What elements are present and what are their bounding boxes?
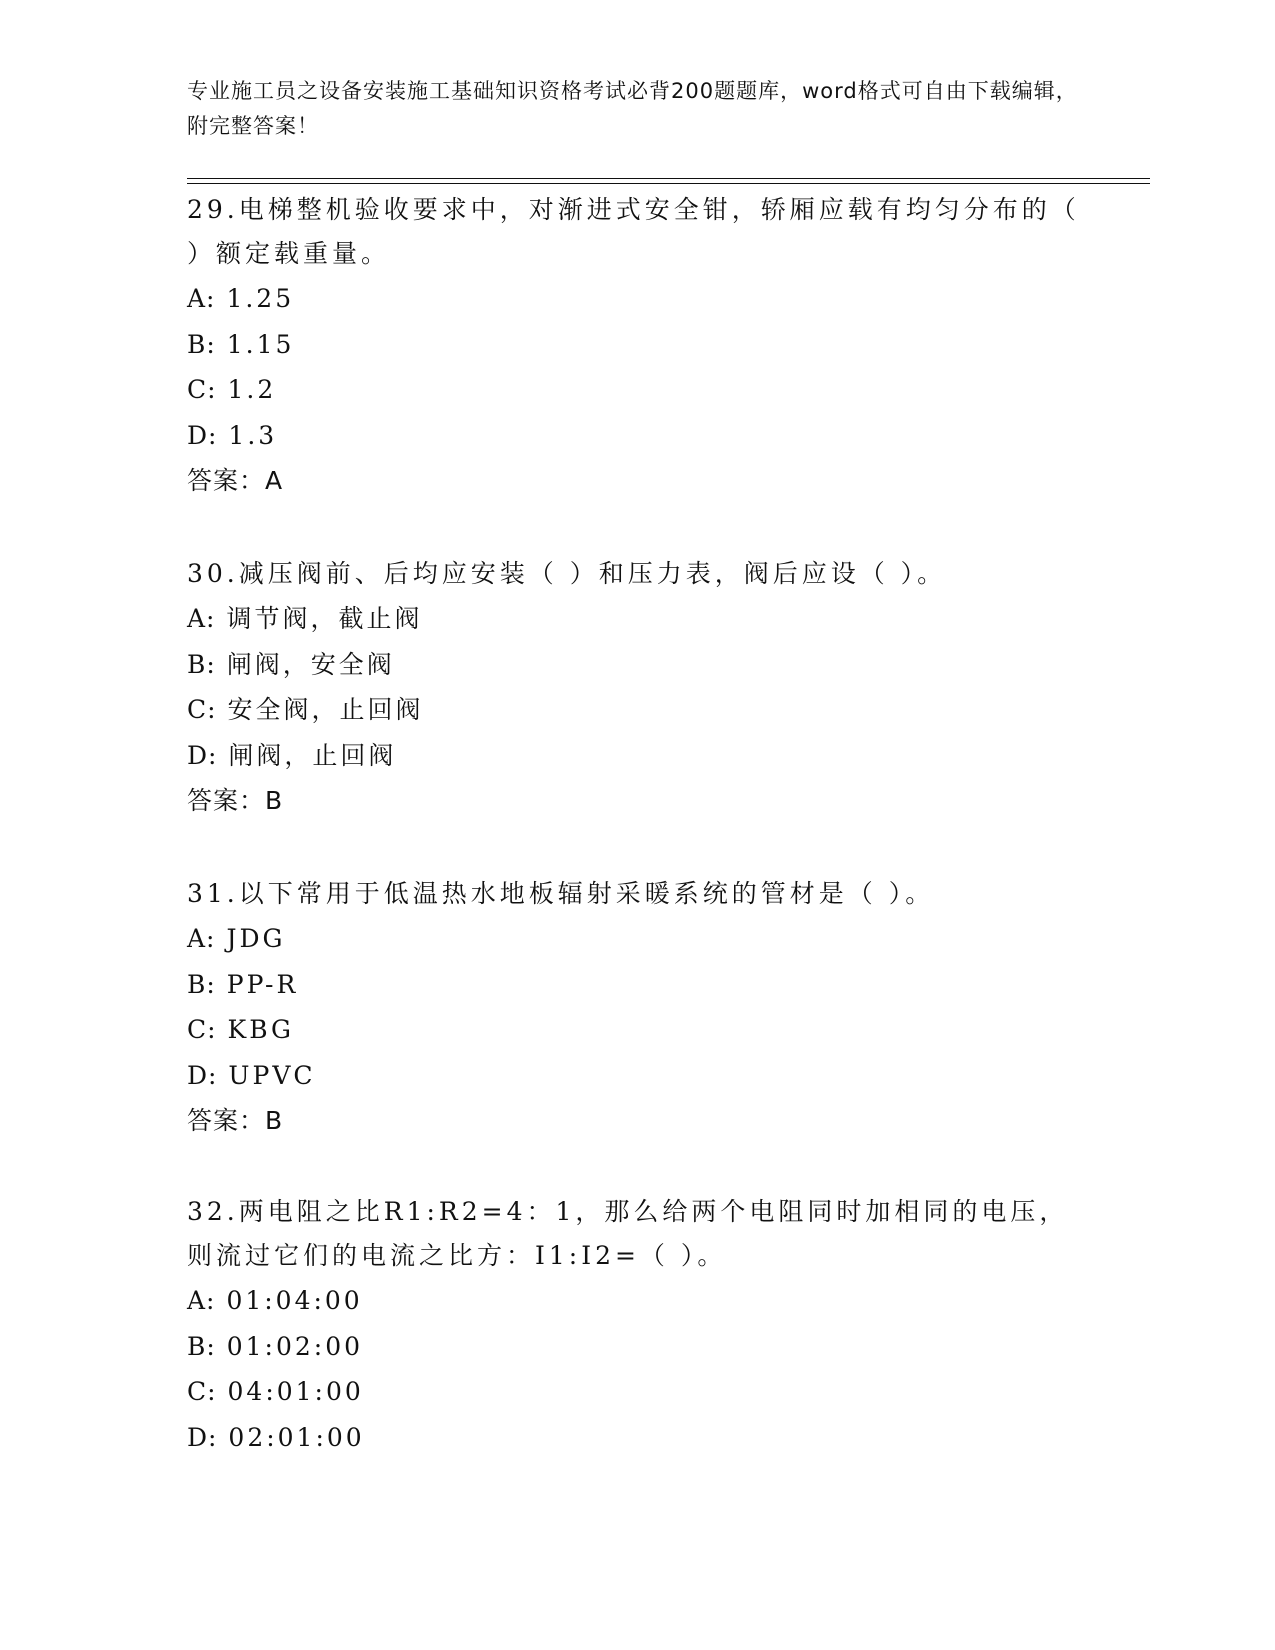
option-label: A: — [187, 1286, 216, 1315]
option-d — [187, 413, 1087, 459]
header-divider-top — [187, 178, 1150, 179]
answer: 答案：B — [187, 1106, 284, 1135]
option-text: 1.2 — [227, 375, 277, 404]
option-text: 04:01:00 — [227, 1377, 364, 1406]
option-text: 02:01:00 — [228, 1422, 365, 1452]
option-text: 01:02:00 — [226, 1331, 364, 1361]
option-a — [187, 596, 1087, 642]
option-label: C: — [187, 695, 217, 724]
option-text: KBG — [227, 1015, 294, 1044]
option-label: C: — [187, 1377, 217, 1406]
option-b — [187, 962, 1087, 1008]
document-header: 专业施工员之设备安装施工基础知识资格考试必背200题题库，word格式可自由下载编辑，附完整答案！ — [187, 79, 1078, 138]
option-text: 01:04:00 — [226, 1286, 363, 1315]
option-c — [187, 367, 1087, 413]
option-c — [187, 1369, 1087, 1415]
option-text: JDG — [226, 924, 286, 953]
option-label: D: — [187, 1422, 218, 1452]
option-label: D: — [187, 1060, 218, 1090]
question-32 — [187, 1190, 1087, 1460]
option-d — [187, 733, 1087, 779]
option-text: 闸阀，安全阀 — [226, 649, 395, 679]
option-a — [187, 1278, 1087, 1324]
question-stem: 29.电梯整机验收要求中，对渐进式安全钳，轿厢应载有均匀分布的（ ）额定载重量。 — [187, 195, 1080, 268]
option-text: 1.25 — [226, 284, 295, 313]
option-b — [187, 642, 1087, 688]
option-c — [187, 687, 1087, 733]
option-b — [187, 322, 1087, 368]
option-label: D: — [187, 740, 218, 770]
option-a — [187, 276, 1087, 322]
option-d — [187, 1053, 1087, 1099]
option-text: UPVC — [228, 1060, 316, 1090]
option-label: A: — [187, 604, 216, 633]
option-label: B: — [187, 329, 216, 359]
question-29 — [187, 188, 1087, 503]
option-text: 1.3 — [228, 420, 278, 450]
option-label: A: — [187, 924, 216, 953]
question-30 — [187, 552, 1087, 823]
option-d — [187, 1415, 1087, 1461]
option-label: D: — [187, 420, 218, 450]
question-stem: 31.以下常用于低温热水地板辐射采暖系统的管材是（ ）。 — [187, 879, 935, 908]
option-text: 安全阀，止回阀 — [227, 695, 424, 724]
option-text: 调节阀，截止阀 — [226, 604, 423, 633]
question-stem: 32.两电阻之比R1:R2=4：1，那么给两个电阻同时加相同的电压，则流过它们的电流之比方：I1:I2=（ ）。 — [187, 1197, 1069, 1270]
answer: 答案：A — [187, 466, 284, 495]
answer: 答案：B — [187, 786, 284, 815]
option-c — [187, 1007, 1087, 1053]
option-label: A: — [187, 284, 216, 313]
option-label: B: — [187, 1331, 216, 1361]
option-label: B: — [187, 649, 216, 679]
question-31 — [187, 872, 1087, 1143]
header-divider-bottom — [187, 183, 1150, 184]
option-label: B: — [187, 969, 216, 999]
option-text: PP-R — [226, 969, 299, 999]
option-label: C: — [187, 1015, 217, 1044]
option-a — [187, 916, 1087, 962]
question-stem: 30.减压阀前、后均应安装（ ）和压力表，阀后应设（ ）。 — [187, 559, 947, 588]
option-b — [187, 1324, 1087, 1370]
option-label: C: — [187, 375, 217, 404]
option-text: 闸阀，止回阀 — [228, 740, 397, 770]
option-text: 1.15 — [226, 329, 295, 359]
